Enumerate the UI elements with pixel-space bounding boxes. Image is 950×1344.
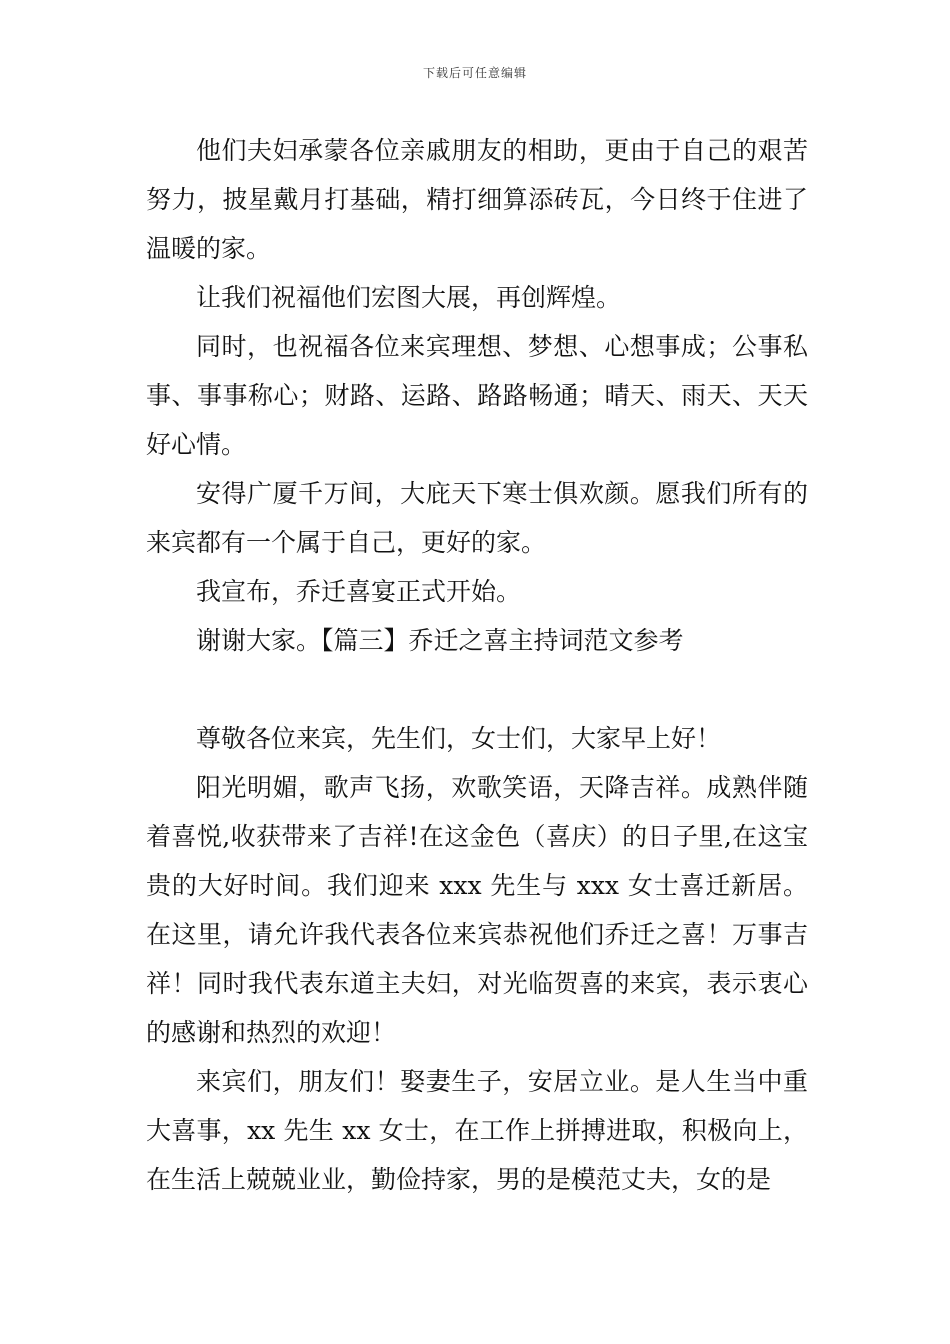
paragraph-9: 来宾们，朋友们！娶妻生子，安居立业。是人生当中重大喜事，xx 先生 xx 女士，在工作上拼搏进取，积极向上，在生活上兢兢业业，勤俭持家，男的是模范丈夫，女的是: [146, 1067, 808, 1194]
paragraph-7-greeting: 尊敬各位来宾，先生们，女士们，大家早上好！: [196, 724, 722, 753]
paragraph-1: 他们夫妇承蒙各位亲戚朋友的相助，更由于自己的艰苦努力，披星戴月打基础，精打细算添砖瓦，今日终于住进了温暖的家。: [146, 136, 808, 263]
page-header-note: 下载后可任意编辑: [422, 66, 527, 80]
paragraph-8: 阳光明媚，歌声飞扬，欢歌笑语，天降吉祥。成熟伴随着喜悦,收获带来了吉祥!在这金色（喜庆）的日子里,在这宝贵的大好时间。我们迎来 xxx 先生与 xxx 女士喜迁新居。在这里，请允许我代表各位来宾恭祝他们乔迁之喜！万事吉祥！同时我代表东道主夫妇，对光临贺喜的来宾，表示衷心的感谢和热烈的欢迎！: [146, 773, 808, 1047]
paragraph-2: 让我们祝福他们宏图大展，再创辉煌。: [196, 283, 622, 312]
paragraph-4: 安得广厦千万间，大庇天下寒士俱欢颜。愿我们所有的来宾都有一个属于自己，更好的家。: [146, 479, 808, 557]
paragraph-5: 我宣布，乔迁喜宴正式开始。: [196, 577, 522, 606]
section-spacer: [146, 665, 808, 714]
paragraph-3: 同时，也祝福各位来宾理想、梦想、心想事成；公事私事、事事称心；财路、运路、路路畅通；晴天、雨天、天天好心情。: [146, 332, 808, 459]
paragraph-6-section-title: 谢谢大家。【篇三】乔迁之喜主持词范文参考: [196, 626, 684, 655]
document-body: [146, 126, 808, 1204]
